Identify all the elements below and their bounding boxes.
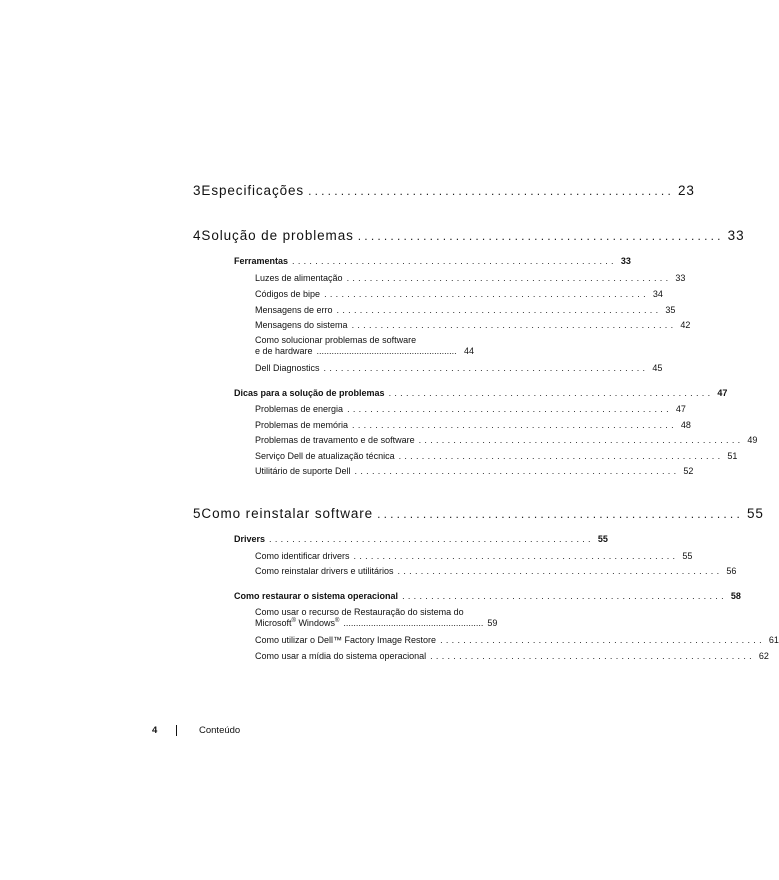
dot-leader: ........................................................ (292, 256, 617, 266)
chapter-title: Como reinstalar software (201, 506, 374, 521)
dot-leader: ........................................................ (357, 229, 724, 243)
item-second-line (255, 346, 474, 356)
section-title: Drivers (234, 534, 266, 544)
section-title: Dicas para a solução de problemas (234, 388, 385, 398)
toc-item[interactable] (255, 435, 758, 445)
toc-item[interactable] (255, 305, 676, 315)
chapter-number: 4 (193, 228, 202, 243)
dot-leader: ........................................................ (402, 591, 727, 601)
dot-leader: ........................................................ (336, 305, 662, 315)
dot-leader: ........................................................ (352, 420, 677, 430)
footer-section-name: Conteúdo (199, 725, 241, 736)
item-page-number: 62 (758, 651, 769, 661)
section-page-number: 33 (620, 256, 631, 266)
chapter-number: 5 (193, 506, 202, 521)
chapter-page-number: 23 (677, 183, 695, 198)
dot-leader: ........................................................ (388, 388, 714, 398)
dot-leader: ........................................................ (269, 534, 594, 544)
toc-item[interactable] (255, 420, 691, 430)
toc-chapter-5[interactable] (193, 506, 764, 521)
toc-section-ferramentas[interactable] (234, 256, 631, 266)
item-page-number: 52 (683, 466, 694, 476)
dot-leader: ........................................................ (430, 651, 755, 661)
item-page-number: 42 (680, 320, 691, 330)
item-title: Códigos de bipe (255, 289, 321, 299)
item-page-number: 34 (652, 289, 663, 299)
item-title: Como reinstalar drivers e utilitários (255, 566, 394, 576)
item-title: Mensagens do sistema (255, 320, 348, 330)
item-title-line2: e de hardware (255, 346, 313, 356)
item-page-number: 33 (675, 273, 686, 283)
item-page-number: 56 (726, 566, 737, 576)
item-title: Problemas de energia (255, 404, 344, 414)
item-title: Problemas de travamento e de software (255, 435, 415, 445)
dot-leader: ........................................................ (323, 363, 649, 373)
chapter-page-number: 33 (727, 228, 745, 243)
item-title: Luzes de alimentação (255, 273, 343, 283)
item-title: Problemas de memória (255, 420, 349, 430)
chapter-page-number: 55 (746, 506, 764, 521)
item-page-number: 55 (682, 551, 693, 561)
item-title-line1: Como solucionar problemas de software (255, 335, 417, 345)
toc-item[interactable] (255, 451, 738, 461)
dot-leader: ........................................................ (418, 435, 744, 445)
section-title: Ferramentas (234, 256, 289, 266)
page-footer (152, 725, 240, 736)
microsoft-text: Microsoft (255, 618, 292, 628)
item-page-number: 61 (768, 635, 779, 645)
chapter-title: Especificações (201, 183, 305, 198)
toc-item[interactable] (255, 466, 694, 476)
item-page-number: 44 (463, 346, 474, 356)
item-page-number: 48 (680, 420, 691, 430)
dot-leader: ........................................................ (397, 566, 723, 576)
section-page-number: 58 (730, 591, 741, 601)
toc-item[interactable] (255, 404, 686, 414)
registered-mark: ® (334, 618, 340, 624)
toc-item-two-line[interactable] (255, 335, 474, 356)
dot-leader: ........................................................ (440, 635, 765, 645)
section-page-number: 47 (717, 388, 728, 398)
toc-item-two-line[interactable] (255, 607, 498, 628)
footer-page-number: 4 (152, 725, 158, 736)
item-page-number: 59 (487, 618, 498, 628)
dot-leader: ........................................................ (316, 346, 457, 356)
toc-item[interactable] (255, 566, 737, 576)
dot-leader: ........................................................ (346, 273, 672, 283)
item-title: Mensagens de erro (255, 305, 333, 315)
toc-chapter-4[interactable] (193, 228, 745, 243)
dot-leader: ........................................................ (351, 320, 677, 330)
dot-leader: ........................................................ (354, 466, 680, 476)
dot-leader: ........................................................ (324, 289, 649, 299)
footer-divider (176, 725, 177, 736)
toc-section-dicas[interactable] (234, 388, 728, 398)
item-page-number: 45 (652, 363, 663, 373)
item-title: Serviço Dell de atualização técnica (255, 451, 395, 461)
toc-section-drivers[interactable] (234, 534, 608, 544)
item-page-number: 47 (675, 404, 686, 414)
item-page-number: 35 (665, 305, 676, 315)
chapter-title: Solução de problemas (201, 228, 354, 243)
section-page-number: 55 (597, 534, 608, 544)
toc-item[interactable] (255, 273, 686, 283)
toc-item[interactable] (255, 363, 663, 373)
item-title-line1: Como usar o recurso de Restauração do sistema do (255, 607, 464, 617)
dot-leader: ........................................................ (353, 551, 679, 561)
chapter-number: 3 (193, 183, 202, 198)
item-page-number: 51 (727, 451, 738, 461)
item-title: Como identificar drivers (255, 551, 350, 561)
toc-item[interactable] (255, 651, 769, 661)
item-title: Como utilizar o Dell™ Factory Image Restore (255, 635, 437, 645)
toc-item[interactable] (255, 320, 691, 330)
section-title: Como restaurar o sistema operacional (234, 591, 399, 601)
dot-leader: ........................................................ (377, 507, 743, 521)
windows-text: Windows (295, 618, 335, 628)
item-title: Dell Diagnostics (255, 363, 320, 373)
toc-chapter-3[interactable] (193, 183, 695, 198)
item-page-number: 49 (747, 435, 758, 445)
item-second-line (255, 618, 498, 628)
item-title-line2 (255, 618, 339, 628)
item-title: Utilitário de suporte Dell (255, 466, 351, 476)
toc-item[interactable] (255, 289, 663, 299)
toc-item[interactable] (255, 551, 693, 561)
item-title: Como usar a mídia do sistema operacional (255, 651, 427, 661)
toc-section-restaurar[interactable] (234, 591, 741, 601)
dot-leader: ........................................................ (308, 184, 674, 198)
dot-leader: ........................................................ (343, 618, 484, 628)
dot-leader: ........................................................ (347, 404, 672, 414)
registered-mark: ® (291, 618, 296, 624)
toc-item[interactable] (255, 635, 779, 645)
dot-leader: ........................................................ (398, 451, 724, 461)
